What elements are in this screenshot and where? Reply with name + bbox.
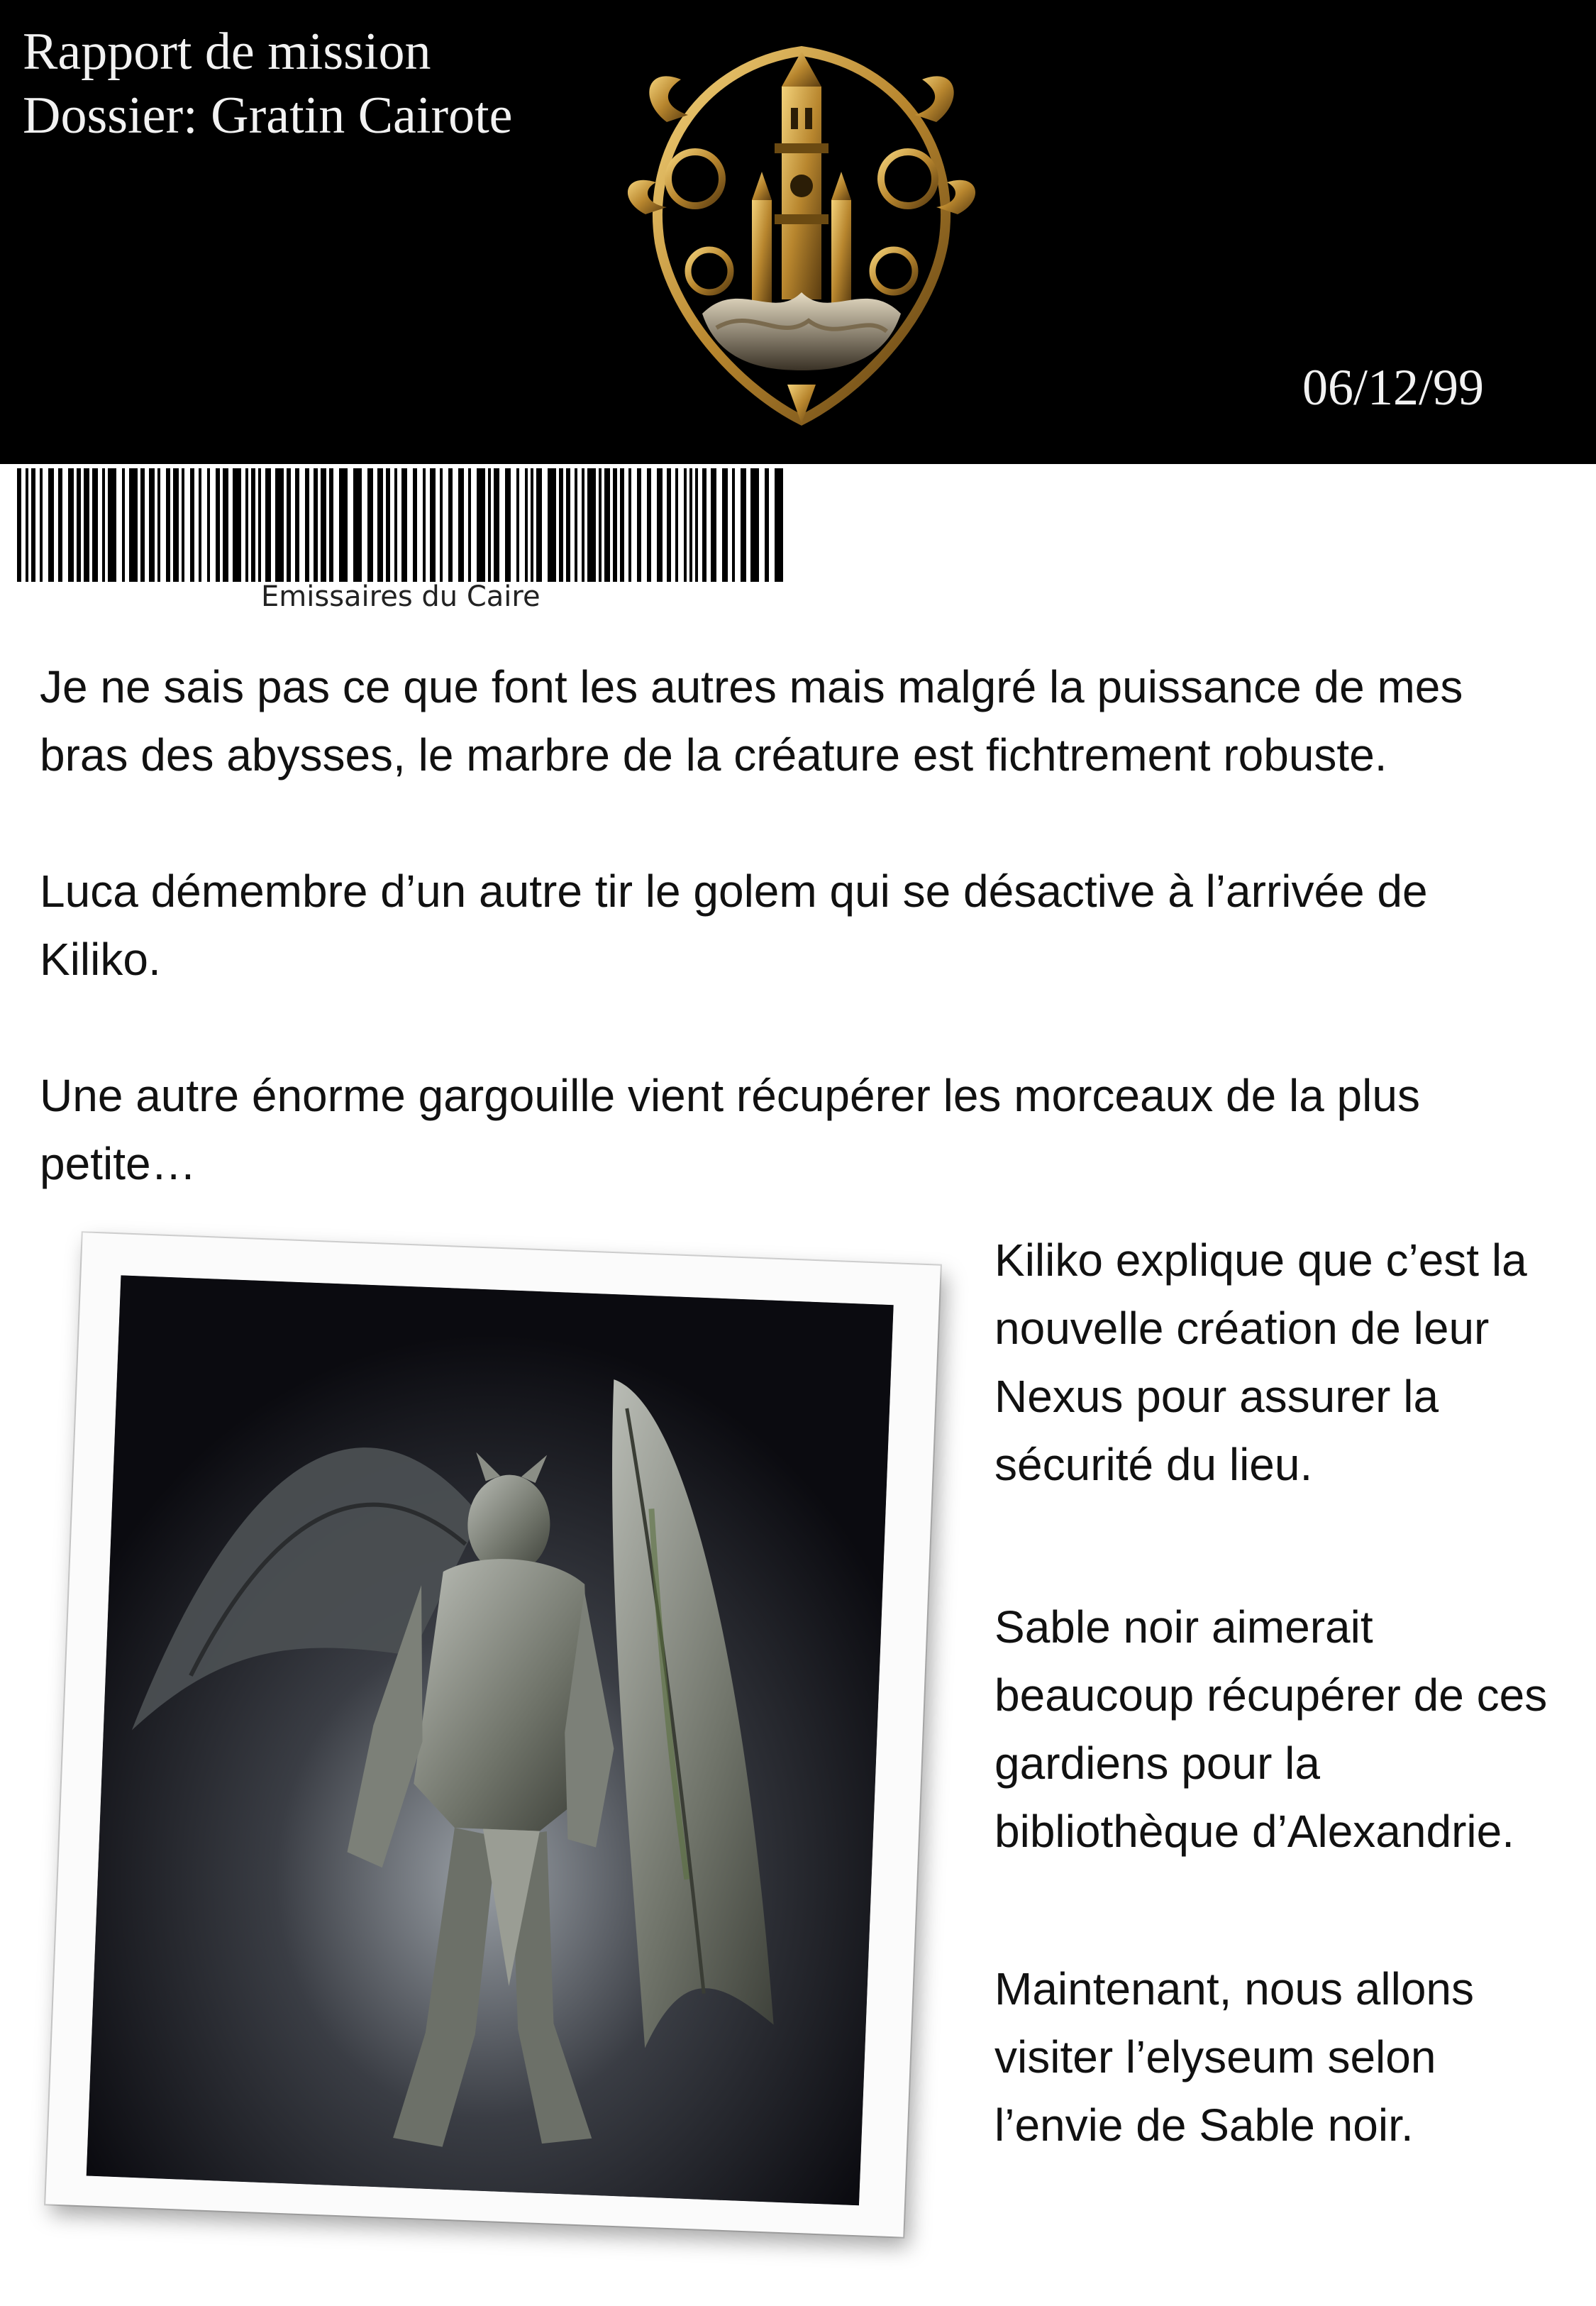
barcode-bar bbox=[295, 468, 299, 582]
barcode-bar bbox=[675, 468, 678, 582]
barcode-bar bbox=[216, 468, 220, 582]
barcode-bar bbox=[599, 468, 602, 582]
header-band bbox=[0, 0, 1596, 464]
barcode-bar bbox=[173, 468, 179, 582]
barcode-bar bbox=[702, 468, 706, 582]
barcode-bar bbox=[525, 468, 528, 582]
barcode-bar bbox=[157, 468, 160, 582]
barcode-bar bbox=[468, 468, 471, 582]
report-title-line1: Rapport de mission bbox=[23, 23, 431, 81]
report-title bbox=[23, 20, 513, 148]
barcode-bar bbox=[559, 468, 563, 582]
barcode-bar bbox=[265, 468, 271, 582]
barcode-bar bbox=[732, 468, 735, 582]
barcode-bar bbox=[31, 468, 35, 582]
barcode-bar bbox=[129, 468, 138, 582]
barcode-bar bbox=[275, 468, 284, 582]
barcode-bar bbox=[741, 468, 746, 582]
barcode-bar bbox=[102, 468, 105, 582]
barcode-bar bbox=[711, 468, 716, 582]
barcode-bar bbox=[613, 468, 617, 582]
barcode-bar bbox=[448, 468, 453, 582]
barcode-bar bbox=[377, 468, 383, 582]
barcode-bar bbox=[314, 468, 318, 582]
barcode-bar bbox=[84, 468, 89, 582]
barcode-bar bbox=[223, 468, 228, 582]
barcode-bar bbox=[775, 468, 783, 582]
barcode-bar bbox=[689, 468, 692, 582]
paragraph-2: Luca démembre d’un autre tir le golem qui se désactive à l’arrivée de Kiliko. bbox=[40, 866, 1428, 985]
barcode-bar bbox=[587, 468, 596, 582]
barcode-bar bbox=[413, 468, 417, 582]
barcode-bar bbox=[695, 468, 698, 582]
barcode bbox=[17, 468, 790, 582]
barcode-bar bbox=[287, 468, 291, 582]
barcode-bar bbox=[92, 468, 98, 582]
barcode-bar bbox=[647, 468, 651, 582]
barcode-bar bbox=[620, 468, 624, 582]
report-title-line2: Dossier: Gratin Cairote bbox=[23, 87, 513, 145]
side-paragraph-3: Maintenant, nous allons visiter l’elyseum selon l’envie de Sable noir. bbox=[994, 1963, 1474, 2151]
barcode-bar bbox=[386, 468, 390, 582]
barcode-bar bbox=[657, 468, 663, 582]
barcode-bar bbox=[233, 468, 241, 582]
barcode-bar bbox=[575, 468, 577, 582]
barcode-bar bbox=[199, 468, 201, 582]
barcode-bar bbox=[628, 468, 631, 582]
barcode-bar bbox=[305, 468, 309, 582]
barcode-caption: Emissaires du Caire bbox=[261, 580, 541, 613]
barcode-bar bbox=[582, 468, 584, 582]
barcode-bar bbox=[149, 468, 155, 582]
barcode-bar bbox=[604, 468, 610, 582]
barcode-bar bbox=[494, 468, 499, 582]
barcode-bar bbox=[258, 468, 261, 582]
barcode-bar bbox=[108, 468, 116, 582]
barcode-bar bbox=[26, 468, 28, 582]
barcode-bar bbox=[722, 468, 728, 582]
barcode-bar bbox=[367, 468, 373, 582]
barcode-bar bbox=[339, 468, 348, 582]
barcode-bar bbox=[353, 468, 362, 582]
barcode-bar bbox=[477, 468, 485, 582]
barcode-bar bbox=[440, 468, 443, 582]
barcode-bar bbox=[401, 468, 407, 582]
barcode-bar bbox=[77, 468, 81, 582]
barcode-bar bbox=[166, 468, 170, 582]
barcode-bar bbox=[321, 468, 326, 582]
barcode-bar bbox=[329, 468, 333, 582]
barcode-bar bbox=[190, 468, 194, 582]
barcode-bar bbox=[548, 468, 556, 582]
barcode-bar bbox=[17, 468, 21, 582]
barcode-bar bbox=[40, 468, 43, 582]
barcode-bar bbox=[140, 468, 145, 582]
barcode-bar bbox=[207, 468, 210, 582]
barcode-bar bbox=[423, 468, 426, 582]
barcode-bar bbox=[458, 468, 464, 582]
barcode-bar bbox=[684, 468, 687, 582]
barcode-bar bbox=[68, 468, 74, 582]
barcode-bar bbox=[48, 468, 54, 582]
report-date: 06/12/99 bbox=[1302, 359, 1485, 416]
side-paragraph-1: Kiliko explique que c’est la nouvelle création de leur Nexus pour assurer la sécurité du lieu. bbox=[994, 1235, 1527, 1490]
barcode-bar bbox=[245, 468, 248, 582]
barcode-bar bbox=[516, 468, 519, 582]
barcode-bar bbox=[531, 468, 533, 582]
barcode-bar bbox=[667, 468, 671, 582]
tower-emblem-logo bbox=[617, 37, 986, 434]
barcode-bar bbox=[505, 468, 511, 582]
barcode-bar bbox=[394, 468, 397, 582]
paragraph-1: Je ne sais pas ce que font les autres mais malgré la puissance de mes bras des abysses, le marbre de la créature est fichtrement robuste. bbox=[40, 661, 1463, 780]
barcode-bar bbox=[58, 468, 62, 582]
barcode-bar bbox=[430, 468, 436, 582]
barcode-bar bbox=[566, 468, 570, 582]
barcode-bar bbox=[488, 468, 491, 582]
barcode-bar bbox=[251, 468, 255, 582]
barcode-bar bbox=[750, 468, 759, 582]
barcode-bar bbox=[182, 468, 184, 582]
barcode-bar bbox=[122, 468, 125, 582]
gargoyle-illustration bbox=[87, 1275, 894, 2205]
gargoyle-photo bbox=[87, 1275, 894, 2205]
side-paragraph-2: Sable noir aimerait beaucoup récupérer de ces gardiens pour la bibliothèque d’Alexandrie. bbox=[994, 1601, 1548, 1857]
barcode-bar bbox=[536, 468, 542, 582]
barcode-bar bbox=[765, 468, 769, 582]
polaroid-frame bbox=[45, 1232, 941, 2236]
paragraph-3: Une autre énorme gargouille vient récupérer les morceaux de la plus petite… bbox=[40, 1070, 1420, 1189]
barcode-bar bbox=[637, 468, 641, 582]
